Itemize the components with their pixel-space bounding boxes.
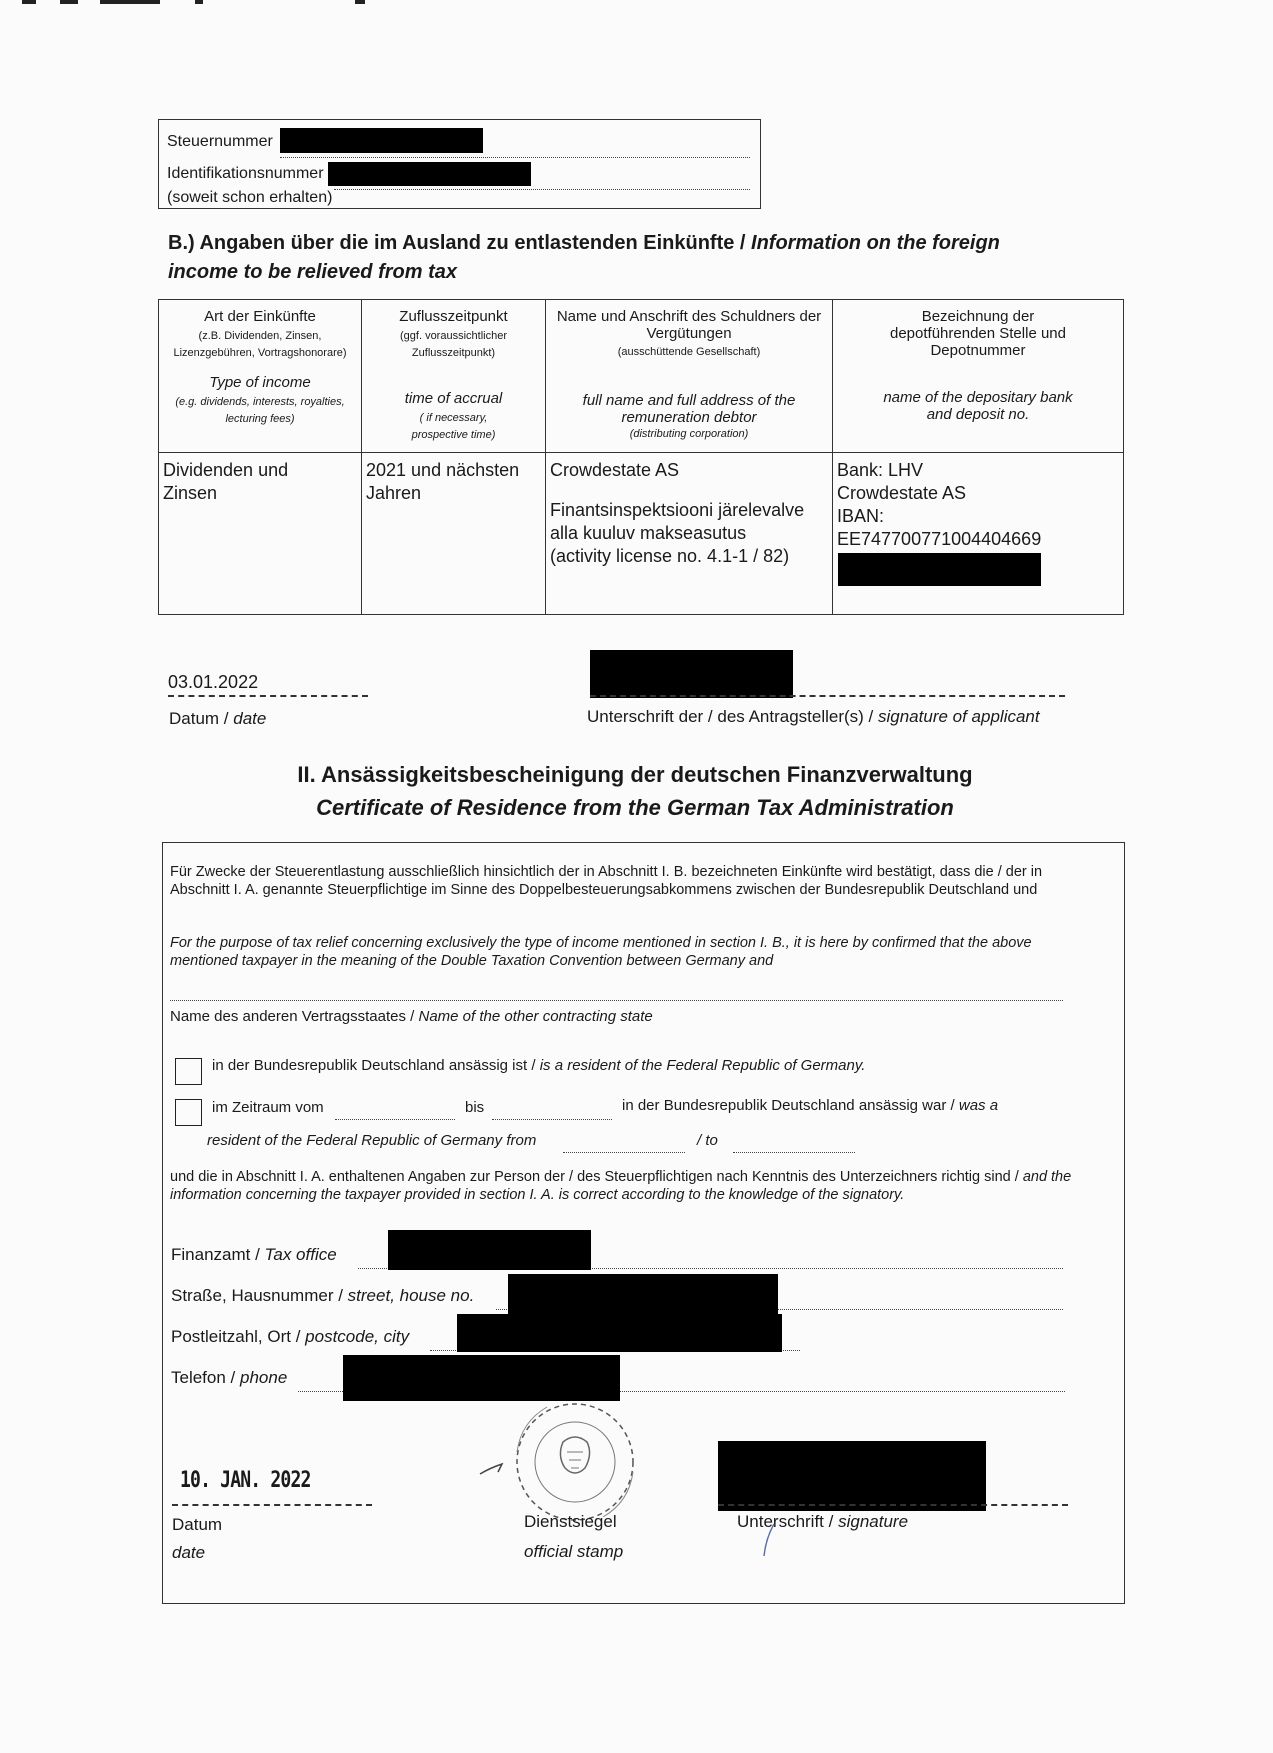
tax-office-redaction <box>388 1230 591 1270</box>
other-state-label: Name des anderen Vertragsstaates / Name of the other contracting state <box>170 1008 653 1025</box>
stamp-pen-mark-icon <box>478 1460 508 1480</box>
period-checkbox[interactable] <box>175 1099 202 1126</box>
applicant-date-label: Datum / date <box>169 709 267 728</box>
phone-label: Telefon / phone <box>171 1368 288 1387</box>
postcode-redaction <box>457 1314 782 1352</box>
section-b-title-de: B.) Angaben über die im Ausland zu entlastenden Einkünfte / <box>168 232 752 254</box>
signature-pen-stroke-icon <box>760 1522 780 1558</box>
applicant-signature-label: Unterschrift der / des Antragsteller(s) / signature of applicant <box>587 707 1040 726</box>
official-stamp-label-en: official stamp <box>524 1542 624 1561</box>
intro-de: Für Zwecke der Steuerentlastung ausschließlich hinsichtlich der in Abschnitt I. B. bezeichneten Einkünfte wird bestätigt, dass die / der in Abschnitt I. A. genannte Steuerpflichtige im Sinne des Doppelbesteuerungsabkommens zwischen der Bundesrepublik Deutschland und <box>170 864 1043 898</box>
resident-option-label: in der Bundesrepublik Deutschland ansässig ist / is a resident of the Federal Republic of Germany. <box>212 1057 866 1074</box>
scan-mark <box>195 0 203 4</box>
table-row <box>159 453 1124 615</box>
scan-mark <box>100 0 160 4</box>
confirmation-text: und die in Abschnitt I. A. enthaltenen Angaben zur Person der / des Steuerpflichtigen nach Kenntnis des Unterzeichners richtig sind / and the information concerning the taxpayer provided in section I. A. is correct according to the knowledge of the signatory. <box>170 1169 1072 1203</box>
official-seal-icon <box>505 1392 645 1532</box>
street-redaction <box>508 1274 778 1314</box>
header-bank: Bezeichnung der depotführenden Stelle und Depotnummer name of the depositary bank and deposit no. <box>833 300 1124 453</box>
tax-number-field[interactable] <box>280 157 750 158</box>
period-bis-label: bis <box>465 1099 485 1116</box>
applicant-date-value: 03.01.2022 <box>168 672 259 692</box>
official-signature-redaction <box>718 1441 986 1511</box>
official-date-label-de: Datum <box>172 1515 223 1534</box>
intro-en: For the purpose of tax relief concerning exclusively the type of income mentioned in section I. B., it is here by confirmed that the above mentioned taxpayer in the meaning of the Double Taxation Convention between Germany and <box>170 935 1032 969</box>
deposit-number-redaction <box>838 553 1041 586</box>
id-number-note: (soweit schon erhalten) <box>167 189 333 206</box>
id-number-redaction <box>328 162 531 186</box>
section-b-title <box>168 229 1048 287</box>
bank-cell: Bank: LHV Crowdestate AS IBAN: EE747700771004404669 <box>833 453 1124 615</box>
period-en-label: resident of the Federal Republic of Germany from <box>207 1132 537 1149</box>
applicant-signature-redaction <box>590 650 793 698</box>
other-state-field[interactable] <box>170 1000 1063 1001</box>
period-bis-field[interactable] <box>492 1119 612 1120</box>
official-signature-label: Unterschrift / signature <box>737 1512 909 1531</box>
income-type-cell: Dividenden und Zinsen <box>159 453 362 615</box>
official-date-stamp: 10. JAN. 2022 <box>180 1468 311 1493</box>
period-en-from-field[interactable] <box>563 1152 685 1153</box>
section-ii-title-en: Certificate of Residence from the German Tax Administration <box>316 795 954 820</box>
id-number-field[interactable] <box>334 189 750 190</box>
period-rest-label: in der Bundesrepublik Deutschland ansässig war / was a <box>622 1097 999 1114</box>
official-date-line <box>172 1504 372 1506</box>
applicant-date-line <box>168 695 368 697</box>
debtor-cell: Crowdestate AS Finantsinspektsiooni järelevalve alla kuuluv makseasutus (activity license no. 4.1-1 / 82) <box>546 453 833 615</box>
taxpayer-id-box <box>158 119 761 209</box>
applicant-signature-line <box>590 695 1065 697</box>
tax-number-redaction <box>280 128 483 153</box>
tax-office-label: Finanzamt / Tax office <box>171 1245 337 1264</box>
street-label: Straße, Hausnummer / street, house no. <box>171 1286 475 1305</box>
scan-mark <box>22 0 36 4</box>
period-from-field[interactable] <box>335 1119 455 1120</box>
scan-mark <box>355 0 365 4</box>
official-stamp-label-de: Dienstsiegel <box>524 1512 617 1531</box>
official-signature-line <box>718 1504 1068 1506</box>
postcode-label: Postleitzahl, Ort / postcode, city <box>171 1327 410 1346</box>
table-header-row <box>159 300 1124 453</box>
tax-number-label: Steuernummer <box>167 133 273 150</box>
header-income-type: Art der Einkünfte (z.B. Dividenden, Zinsen, Lizenzgebühren, Vortragshonorare) Type of income (e.g. dividends, interests, royalties, lecturing fees) <box>159 300 362 453</box>
section-b-title-en: Information on the foreign income to be relieved from tax <box>168 232 1000 283</box>
income-table <box>158 299 1124 615</box>
scan-mark <box>60 0 78 4</box>
period-from-label: im Zeitraum vom <box>212 1099 324 1116</box>
section-ii-title-de: II. Ansässigkeitsbescheinigung der deutschen Finanzverwaltung <box>297 762 973 787</box>
accrual-cell: 2021 und nächsten Jahren <box>362 453 546 615</box>
id-number-label: Identifikationsnummer <box>167 165 324 182</box>
header-accrual: Zuflusszeitpunkt (ggf. voraussichtlicher Zuflusszeitpunkt) time of accrual ( if necessary, prospective time) <box>362 300 546 453</box>
period-en-to-field[interactable] <box>733 1152 855 1153</box>
official-date-label-en: date <box>172 1543 206 1562</box>
resident-checkbox[interactable] <box>175 1058 202 1085</box>
period-en-to-label: / to <box>697 1132 718 1149</box>
header-debtor: Name und Anschrift des Schuldners der Vergütungen (ausschüttende Gesellschaft) full name and full address of the remuneration debtor (distributing corporation) <box>546 300 833 453</box>
